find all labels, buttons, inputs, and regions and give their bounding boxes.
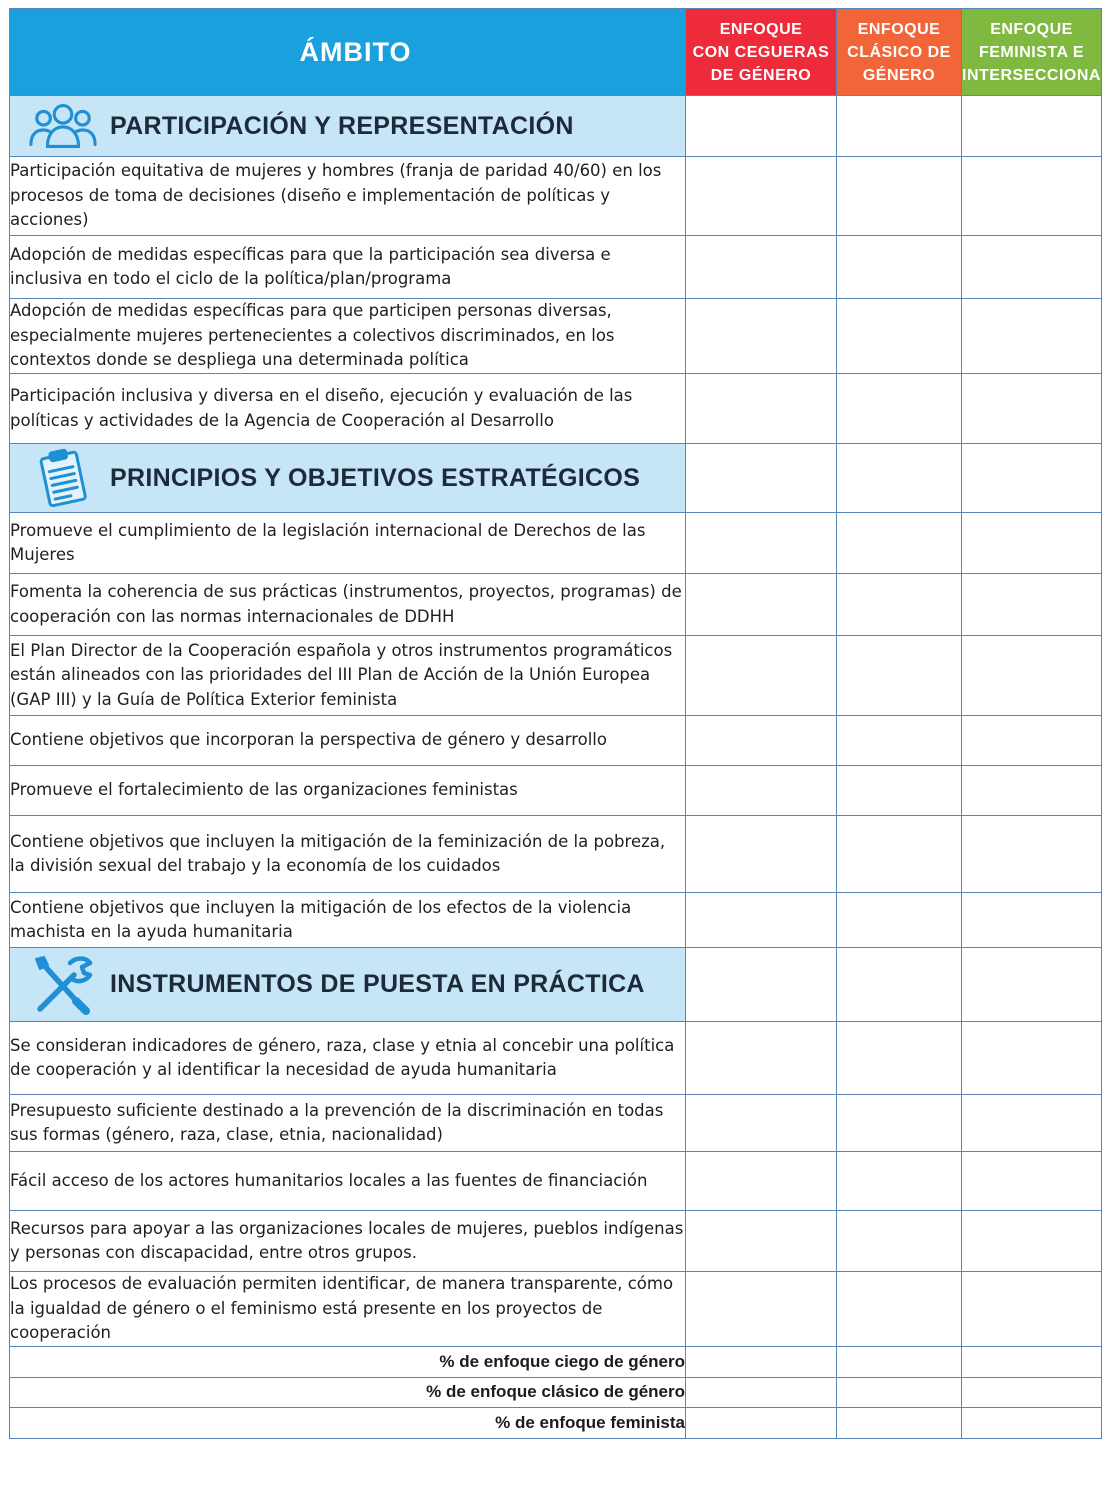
cell-feminista[interactable]	[962, 636, 1102, 716]
cell[interactable]	[686, 948, 837, 1022]
cell-feminista[interactable]	[962, 716, 1102, 766]
cell-feminista[interactable]	[962, 236, 1102, 299]
section-header-participacion	[10, 96, 1102, 157]
criterion-text: Contiene objetivos que incluyen la mitigación de los efectos de la violencia machista en la ayuda humanitaria	[10, 893, 686, 948]
clipboard-icon	[28, 450, 98, 506]
cell-cegueras[interactable]	[686, 1211, 837, 1272]
criterion-text: Fácil acceso de los actores humanitarios locales a las fuentes de financiación	[10, 1152, 686, 1211]
table-row	[10, 374, 1102, 444]
header-ambito: ÁMBITO	[10, 9, 686, 96]
cell-cegueras[interactable]	[686, 1152, 837, 1211]
cell-clasico[interactable]	[837, 766, 962, 816]
cell-clasico[interactable]	[837, 1272, 962, 1347]
cell-clasico[interactable]	[837, 513, 962, 574]
header-row	[10, 9, 1102, 96]
table-row	[10, 893, 1102, 948]
total-cell-cegueras[interactable]	[686, 1377, 837, 1407]
table-row	[10, 766, 1102, 816]
cell-feminista[interactable]	[962, 766, 1102, 816]
table-row	[10, 1152, 1102, 1211]
total-row	[10, 1407, 1102, 1438]
cell-clasico[interactable]	[837, 1211, 962, 1272]
total-cell-feminista[interactable]	[962, 1377, 1102, 1407]
criterion-text: Participación equitativa de mujeres y hombres (franja de paridad 40/60) en los procesos de toma de decisiones (diseño e implementación de políticas y acciones)	[10, 157, 686, 236]
section-title-cell	[10, 444, 686, 513]
total-label-clasico: % de enfoque clásico de género	[10, 1377, 686, 1407]
section-title-cell	[10, 96, 686, 157]
cell-clasico[interactable]	[837, 1022, 962, 1095]
cell-clasico[interactable]	[837, 636, 962, 716]
criterion-text: Participación inclusiva y diversa en el diseño, ejecución y evaluación de las políticas y actividades de la Agencia de Cooperación al Desarrollo	[10, 374, 686, 444]
criterion-text: Contiene objetivos que incorporan la perspectiva de género y desarrollo	[10, 716, 686, 766]
section-header-instrumentos	[10, 948, 1102, 1022]
cell-cegueras[interactable]	[686, 766, 837, 816]
cell-cegueras[interactable]	[686, 1022, 837, 1095]
table-row	[10, 1022, 1102, 1095]
total-cell-clasico[interactable]	[837, 1346, 962, 1377]
section-title-cell	[10, 948, 686, 1022]
criterion-text: Adopción de medidas específicas para que la participación sea diversa e inclusiva en todo el ciclo de la política/plan/programa	[10, 236, 686, 299]
cell-clasico[interactable]	[837, 374, 962, 444]
cell-clasico[interactable]	[837, 893, 962, 948]
cell-cegueras[interactable]	[686, 374, 837, 444]
cell[interactable]	[962, 444, 1102, 513]
cell-cegueras[interactable]	[686, 574, 837, 636]
cell-feminista[interactable]	[962, 893, 1102, 948]
header-enfoque-cegueras: ENFOQUE CON CEGUERAS DE GÉNERO	[686, 9, 837, 96]
table-row	[10, 513, 1102, 574]
table-row	[10, 236, 1102, 299]
header-enfoque-clasico: ENFOQUE CLÁSICO DE GÉNERO	[837, 9, 962, 96]
cell-cegueras[interactable]	[686, 157, 837, 236]
cell-cegueras[interactable]	[686, 299, 837, 374]
cell[interactable]	[962, 96, 1102, 157]
cell-feminista[interactable]	[962, 574, 1102, 636]
cell-feminista[interactable]	[962, 374, 1102, 444]
total-label-feminista: % de enfoque feminista	[10, 1407, 686, 1438]
table-row	[10, 716, 1102, 766]
cell-cegueras[interactable]	[686, 236, 837, 299]
cell[interactable]	[686, 444, 837, 513]
criterion-text: Recursos para apoyar a las organizaciones locales de mujeres, pueblos indígenas y personas con discapacidad, entre otros grupos.	[10, 1211, 686, 1272]
cell-cegueras[interactable]	[686, 716, 837, 766]
section-title: PARTICIPACIÓN Y REPRESENTACIÓN	[110, 111, 574, 140]
total-row	[10, 1377, 1102, 1407]
cell[interactable]	[962, 948, 1102, 1022]
cell-feminista[interactable]	[962, 299, 1102, 374]
table-row	[10, 636, 1102, 716]
table-row	[10, 157, 1102, 236]
cell-clasico[interactable]	[837, 236, 962, 299]
cell-cegueras[interactable]	[686, 636, 837, 716]
total-cell-feminista[interactable]	[962, 1346, 1102, 1377]
cell-feminista[interactable]	[962, 1022, 1102, 1095]
cell-cegueras[interactable]	[686, 513, 837, 574]
total-cell-cegueras[interactable]	[686, 1346, 837, 1377]
cell-cegueras[interactable]	[686, 816, 837, 893]
people-group-icon	[28, 98, 98, 154]
total-cell-clasico[interactable]	[837, 1407, 962, 1438]
criterion-text: Adopción de medidas específicas para que participen personas diversas, especialmente mujeres pertenecientes a colectivos discriminados, en los contextos donde se despliega una determinada política	[10, 299, 686, 374]
criterion-text: Los procesos de evaluación permiten identificar, de manera transparente, cómo la igualdad de género o el feminismo está presente en los proyectos de cooperación	[10, 1272, 686, 1347]
cell-feminista[interactable]	[962, 1272, 1102, 1347]
total-cell-feminista[interactable]	[962, 1407, 1102, 1438]
total-cell-clasico[interactable]	[837, 1377, 962, 1407]
evaluation-table	[9, 8, 1112, 1439]
header-enfoque-feminista: ENFOQUE FEMINISTA E INTERSECCIONAL	[962, 9, 1102, 96]
table-row	[10, 1272, 1102, 1347]
criterion-text: Promueve el fortalecimiento de las organizaciones feministas	[10, 766, 686, 816]
cell-cegueras[interactable]	[686, 893, 837, 948]
cell-clasico[interactable]	[837, 1095, 962, 1152]
cell-clasico[interactable]	[837, 299, 962, 374]
cell-cegueras[interactable]	[686, 1272, 837, 1347]
section-title: INSTRUMENTOS DE PUESTA EN PRÁCTICA	[110, 970, 645, 998]
cell[interactable]	[837, 444, 962, 513]
cell[interactable]	[837, 96, 962, 157]
criterion-text: Se consideran indicadores de género, raza, clase y etnia al concebir una política de cooperación y al identificar la necesidad de ayuda humanitaria	[10, 1022, 686, 1095]
cell-feminista[interactable]	[962, 816, 1102, 893]
section-title: PRINCIPIOS Y OBJETIVOS ESTRATÉGICOS	[110, 463, 641, 492]
criterion-text: El Plan Director de la Cooperación española y otros instrumentos programáticos están alineados con las prioridades del III Plan de Acción de la Unión Europea (GAP III) y la Guía de Política Exterior feminista	[10, 636, 686, 716]
criterion-text: Presupuesto suficiente destinado a la prevención de la discriminación en todas sus formas (género, raza, clase, etnia, nacionalidad)	[10, 1095, 686, 1152]
section-header-principios	[10, 444, 1102, 513]
cell-clasico[interactable]	[837, 574, 962, 636]
table-row	[10, 816, 1102, 893]
total-label-ciego: % de enfoque ciego de género	[10, 1346, 686, 1377]
table-row	[10, 574, 1102, 636]
cell-feminista[interactable]	[962, 1211, 1102, 1272]
criterion-text: Promueve el cumplimiento de la legislación internacional de Derechos de las Mujeres	[10, 513, 686, 574]
criterion-text: Contiene objetivos que incluyen la mitigación de la feminización de la pobreza, la división sexual del trabajo y la economía de los cuidados	[10, 816, 686, 893]
cell-clasico[interactable]	[837, 716, 962, 766]
cell-feminista[interactable]	[962, 513, 1102, 574]
table-row	[10, 1095, 1102, 1152]
table-row	[10, 1211, 1102, 1272]
cell-clasico[interactable]	[837, 157, 962, 236]
cell-cegueras[interactable]	[686, 1095, 837, 1152]
table-row	[10, 299, 1102, 374]
cell-feminista[interactable]	[962, 1152, 1102, 1211]
cell-clasico[interactable]	[837, 1152, 962, 1211]
total-row	[10, 1346, 1102, 1377]
cell-feminista[interactable]	[962, 157, 1102, 236]
cell-clasico[interactable]	[837, 816, 962, 893]
cell[interactable]	[837, 948, 962, 1022]
criterion-text: Fomenta la coherencia de sus prácticas (instrumentos, proyectos, programas) de cooperación con las normas internacionales de DDHH	[10, 574, 686, 636]
cell-feminista[interactable]	[962, 1095, 1102, 1152]
total-cell-cegueras[interactable]	[686, 1407, 837, 1438]
tools-icon	[28, 957, 98, 1013]
cell[interactable]	[686, 96, 837, 157]
